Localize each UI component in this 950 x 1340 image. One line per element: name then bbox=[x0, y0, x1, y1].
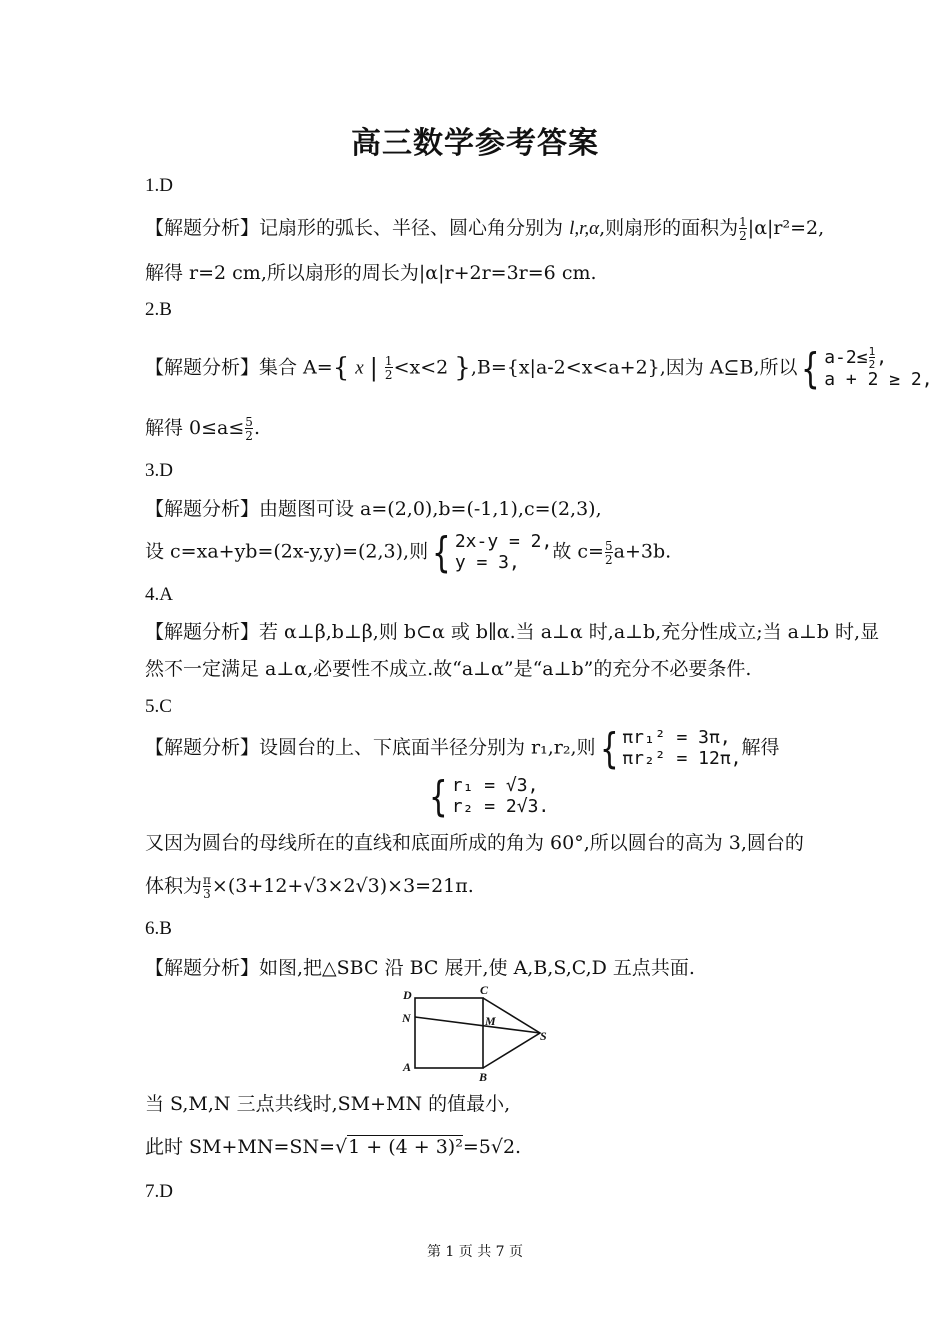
q5-solution: { r₁ = √3, r₂ = 2√3. bbox=[429, 771, 550, 821]
q5-line2: 又因为圆台的母线所在的直线和底面所成的角为 60°,所以圆台的高为 3,圆台的 bbox=[145, 832, 804, 854]
label-c: C bbox=[480, 983, 489, 997]
fraction: $\frac{5}{2}$ bbox=[604, 538, 613, 567]
q6-line2: 当 S,M,N 三点共线时,SM+MN 的值最小, bbox=[145, 1093, 511, 1115]
page-title: 高三数学参考答案 bbox=[351, 126, 599, 161]
fraction: $\frac{1}{2}$ bbox=[739, 215, 747, 243]
q2-line2: 解得 0≤a≤ $\frac{5}{2}$ . bbox=[145, 415, 260, 443]
triangle-sbc bbox=[483, 998, 540, 1068]
label-d: D bbox=[403, 988, 412, 1002]
q5-number: 5.C bbox=[145, 696, 172, 717]
q2-number: 2.B bbox=[145, 299, 172, 320]
square-abcd bbox=[415, 998, 483, 1068]
q1-line2: 解得 r=2 cm,所以扇形的周长为|α|r+2r=3r=6 cm. bbox=[145, 262, 597, 284]
q4-number: 4.A bbox=[145, 584, 173, 605]
label-m: M bbox=[485, 1014, 496, 1028]
fraction: $\frac{1}{2}$ bbox=[384, 354, 393, 383]
q3-number: 3.D bbox=[145, 460, 173, 481]
q4-line2: 然不一定满足 a⊥α,必要性不成立.故“a⊥α”是“a⊥b”的充分不必要条件. bbox=[145, 658, 752, 680]
label-a: A bbox=[403, 1060, 412, 1074]
page-footer: 第 1 页 共 7 页 bbox=[426, 1244, 524, 1260]
q1-number: 1.D bbox=[145, 175, 173, 196]
segment-ns bbox=[415, 1017, 540, 1033]
q6-line3: 此时 SM+MN=SN=√1 + (4 + 3)²=5√2. bbox=[145, 1136, 522, 1158]
q7-number: 7.D bbox=[145, 1181, 173, 1202]
fraction: $\frac{\pi}{3}$ bbox=[203, 873, 211, 901]
q6-number: 6.B bbox=[145, 918, 172, 939]
q4-line1: 【解题分析】若 α⊥β,b⊥β,则 b⊂α 或 b∥α.当 a⊥α 时,a⊥b,充分性成立;当 a⊥b 时,显 bbox=[145, 621, 880, 643]
equation-system: 2x-y = 2, y = 3, bbox=[454, 531, 553, 573]
q5-line3: 体积为 $\frac{\pi}{3}$ ×(3+12+√3×2√3)×3=21π. bbox=[145, 873, 474, 901]
equation-system: πr₁² = 3π, πr₂² = 12π, bbox=[622, 727, 742, 769]
q3-line2: 设 c=xa+yb=(2x-y,y)=(2,3),则{ 2x-y = 2, y = 3, 故 c= $\frac{5}{2}$ a+3b. bbox=[145, 527, 672, 577]
q2-line1: 【解题分析】集合 A={ x | $\frac{1}{2}$ <x<2 },B={x|a-2<x<a+2},因为 A⊆B,所以{ a-2≤ $\frac{1}{2}$ , a + 2 ≥ 2, bbox=[145, 343, 933, 393]
equation-system: a-2≤ $\frac{1}{2}$ , a + 2 ≥ 2, bbox=[824, 345, 933, 390]
solution-system: r₁ = √3, r₂ = 2√3. bbox=[451, 775, 550, 817]
fraction: $\frac{5}{2}$ bbox=[245, 415, 253, 443]
label-b: B bbox=[479, 1070, 488, 1084]
q5-line1: 【解题分析】设圆台的上、下底面半径分别为 r₁,r₂,则{ πr₁² = 3π, πr₂² = 12π, 解得 bbox=[145, 723, 780, 773]
unfolded-figure bbox=[395, 982, 555, 1087]
q1-line1: 【解题分析】记扇形的弧长、半径、圆心角分别为 l,r,α,则扇形的面积为 $\frac{1}{2}$ |α|r²=2, bbox=[145, 215, 825, 243]
analysis-tag: 【解题分析】 bbox=[145, 217, 260, 239]
q3-line1: 【解题分析】由题图可设 a=(2,0),b=(-1,1),c=(2,3), bbox=[145, 498, 602, 520]
label-n: N bbox=[402, 1011, 411, 1025]
q6-line1: 【解题分析】如图,把△SBC 沿 BC 展开,使 A,B,S,C,D 五点共面. bbox=[145, 957, 695, 979]
label-s: S bbox=[540, 1029, 547, 1043]
